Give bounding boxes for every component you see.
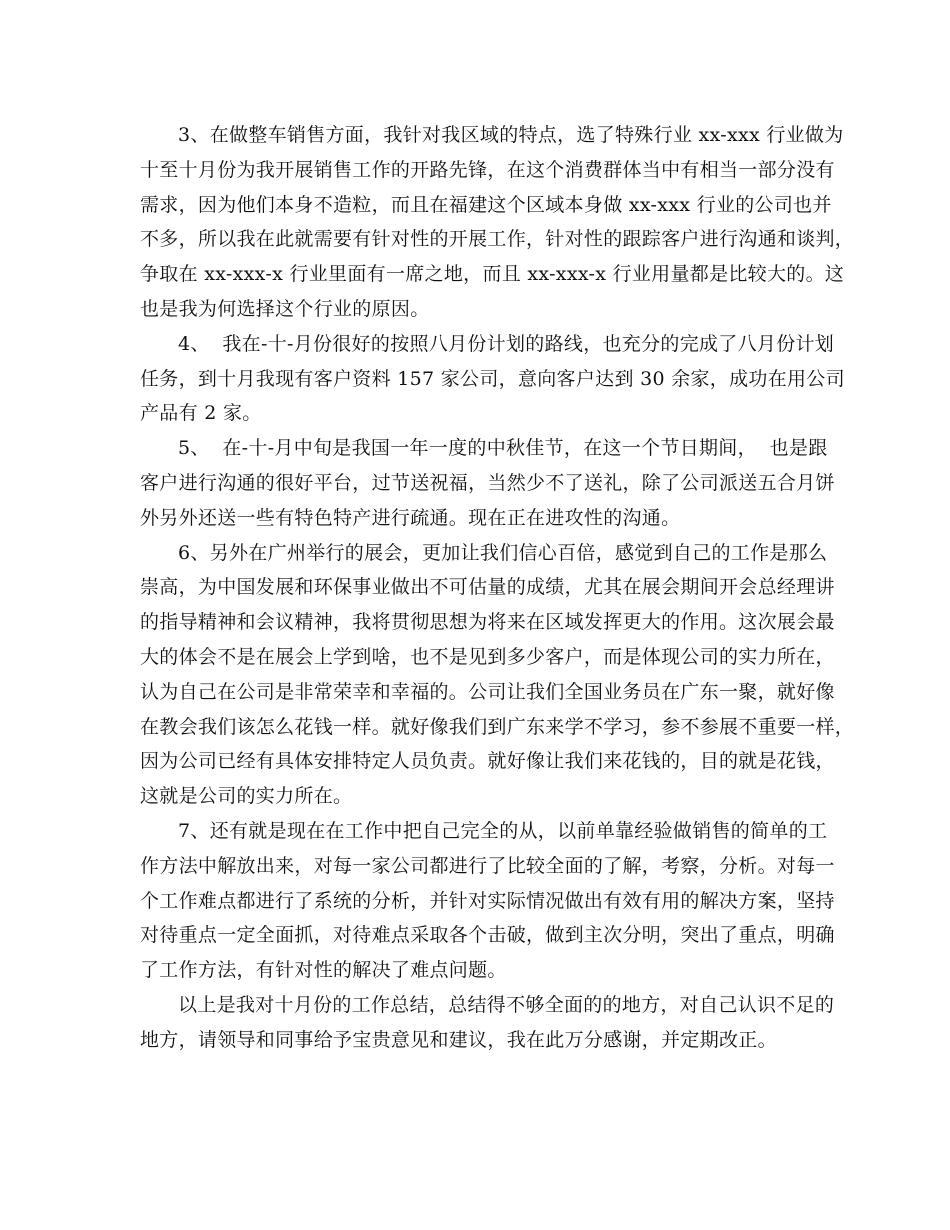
text-line: 个工作难点都进行了系统的分析，并针对实际情况做出有效有用的解决方案，坚持	[140, 889, 835, 912]
paragraph-closing	[140, 988, 840, 1058]
paragraph-item-5	[140, 431, 840, 535]
text-line: 崇高，为中国发展和环保事业做出不可估量的成绩，尤其在展会期间开会总经理讲	[140, 576, 835, 599]
text-line: 对待重点一定全面抓，对待难点采取各个击破，做到主次分明，突出了重点，明确	[140, 924, 835, 947]
text-line: 3、在做整车销售方面，我针对我区域的特点，选了特殊行业 xx-xxx 行业做为	[178, 124, 844, 146]
text-line: 4、 我在-十-月份很好的按照八月份计划的路线，也充分的完成了八月份计划	[178, 332, 835, 355]
text-line: 地方，请领导和同事给予宝贵意见和建议，我在此万分感谢，并定期改正。	[140, 1028, 777, 1051]
text-line: 外另外还送一些有特色特产进行疏通。现在正在进攻性的沟通。	[140, 506, 681, 529]
text-line: 不多，所以我在此就需要有针对性的开展工作，针对性的跟踪客户进行沟通和谈判，	[140, 228, 855, 251]
text-line: 以上是我对十月份的工作总结，总结得不够全面的的地方，对自己认识不足的	[178, 993, 835, 1016]
text-line: 也是我为何选择这个行业的原因。	[140, 297, 430, 320]
paragraph-item-7	[140, 814, 840, 988]
paragraph-item-3	[140, 118, 855, 327]
paragraph-item-6	[140, 536, 855, 814]
text-line: 十至十月份为我开展销售工作的开路先锋，在这个消费群体当中有相当一部分没有	[140, 158, 835, 181]
paragraph-item-4	[140, 327, 845, 431]
text-line: 认为自己在公司是非常荣幸和幸福的。公司让我们全国业务员在广东一聚，就好像	[140, 680, 835, 703]
text-line: 争取在 xx-xxx-x 行业里面有一席之地，而且 xx-xxx-x 行业用量都是比较大的。这	[140, 263, 845, 286]
text-line: 需求，因为他们本身不造粒，而且在福建这个区域本身做 xx-xxx 行业的公司也并	[140, 193, 832, 216]
text-line: 大的体会不是在展会上学到啥，也不是见到多少客户，而是体现公司的实力所在，	[140, 645, 835, 668]
text-line: 这就是公司的实力所在。	[140, 785, 353, 808]
document-body	[140, 118, 855, 1058]
text-line: 的指导精神和会议精神，我将贯彻思想为将来在区域发挥更大的作用。这次展会最	[140, 611, 835, 634]
text-line: 5、 在-十-月中旬是我国一年一度的中秋佳节，在这一个节日期间， 也是跟	[178, 437, 828, 460]
text-line: 客户进行沟通的很好平台，过节送祝福，当然少不了送礼，除了公司派送五合月饼	[140, 471, 835, 494]
text-line: 作方法中解放出来，对每一家公司都进行了比较全面的了解，考察，分析。对每一	[140, 854, 835, 877]
text-line: 7、还有就是现在在工作中把自己完全的从，以前单靠经验做销售的简单的工	[178, 819, 828, 842]
text-line: 任务，到十月我现有客户资料 157 家公司，意向客户达到 30 余家，成功在用公司	[140, 367, 845, 390]
text-line: 产品有 2 家。	[140, 402, 262, 425]
text-line: 了工作方法，有针对性的解决了难点问题。	[140, 959, 507, 982]
text-line: 6、另外在广州举行的展会，更加让我们信心百倍，感觉到自己的工作是那么	[178, 541, 828, 564]
text-line: 在教会我们该怎么花钱一样。就好像我们到广东来学不学习，参不参展不重要一样，	[140, 715, 855, 738]
text-line: 因为公司已经有具体安排特定人员负责。就好像让我们来花钱的，目的就是花钱，	[140, 750, 835, 773]
